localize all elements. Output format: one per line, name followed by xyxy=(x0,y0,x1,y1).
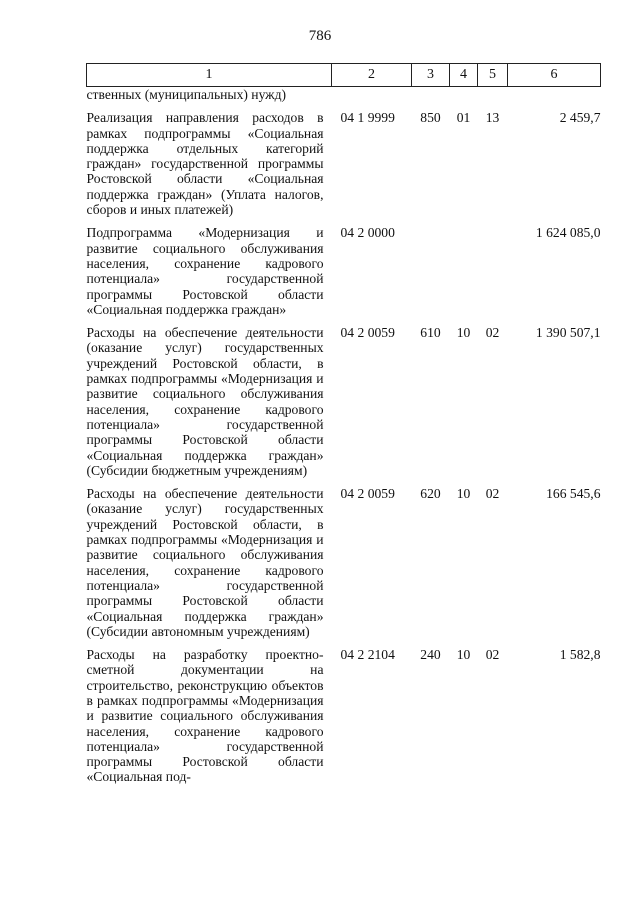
row-rz: 01 xyxy=(456,110,471,126)
row-code: 04 2 0059 xyxy=(340,325,395,341)
row-pr: 02 xyxy=(485,325,500,341)
budget-table xyxy=(86,63,601,785)
header-row xyxy=(87,64,601,87)
table-row xyxy=(87,647,601,785)
column-header: 4 xyxy=(450,64,478,87)
row-sum: 1 582,8 xyxy=(559,647,601,663)
row-vr: 620 xyxy=(420,486,441,502)
row-code: 04 2 0000 xyxy=(340,225,395,241)
table-row xyxy=(87,225,601,317)
row-vr: 240 xyxy=(420,647,441,663)
row-code: 04 2 2104 xyxy=(340,647,395,663)
row-vr xyxy=(412,225,450,317)
row-name: Расходы на разработку проектно-сметной документации на строительство, реконструкцию объектов в рамках подпрограммы «Модернизация и развитие социального обслуживания населения, сохранение кадрового потенциала» государственной программы Ростовской области «Социальная под- xyxy=(86,647,324,785)
column-header: 3 xyxy=(412,64,450,87)
row-name: Расходы на обеспечение деятельности (оказание услуг) государственных учреждений Ростовской области, в рамках подпрограммы «Модернизация и развитие социального обслуживания населения, сохранение кадрового потенциала» государственной программы Ростовской области «Социальная поддержка граждан» (Субсидии автономным учреждениям) xyxy=(86,486,324,639)
row-code: 04 1 9999 xyxy=(340,110,395,126)
column-header: 1 xyxy=(87,64,332,87)
row-name: Расходы на обеспечение деятельности (оказание услуг) государственных учреждений Ростовской области, в рамках подпрограммы «Модернизация и развитие социального обслуживания населения, сохранение кадрового потенциала» государственной программы Ростовской области «Социальная поддержка граждан» (Субсидии бюджетным учреждениям) xyxy=(86,325,324,478)
row-pr: 02 xyxy=(485,647,500,663)
row-code: 04 2 0059 xyxy=(340,486,395,502)
table-row xyxy=(87,325,601,478)
row-vr: 850 xyxy=(420,110,441,126)
row-rz: 10 xyxy=(456,647,471,663)
row-pr xyxy=(478,225,508,317)
continuation-text: ственных (муниципальных) нужд) xyxy=(86,87,287,102)
row-vr: 610 xyxy=(420,325,441,341)
column-header: 5 xyxy=(478,64,508,87)
table-row xyxy=(87,110,601,217)
row-sum: 166 545,6 xyxy=(546,486,601,502)
row-name: Реализация направления расходов в рамках подпрограммы «Социальная поддержка отдельных категорий граждан» государственной программы Ростовской области «Социальная поддержка граждан» (Уплата налогов, сборов и иных платежей) xyxy=(86,110,324,218)
row-sum: 2 459,7 xyxy=(559,110,601,126)
table-row xyxy=(87,486,601,639)
row-pr: 02 xyxy=(485,486,500,502)
column-header: 2 xyxy=(332,64,412,87)
column-header: 6 xyxy=(508,64,601,87)
row-pr: 13 xyxy=(485,110,500,126)
row-rz: 10 xyxy=(456,325,471,341)
row-sum: 1 390 507,1 xyxy=(535,325,601,341)
row-rz xyxy=(450,225,478,317)
continuation-row xyxy=(87,87,601,103)
row-sum: 1 624 085,0 xyxy=(535,225,601,241)
row-name: Подпрограмма «Модернизация и развитие социального обслуживания населения, сохранение кадрового потенциала» государственной программы Ростовской области «Социальная поддержка граждан» xyxy=(86,225,324,317)
row-rz: 10 xyxy=(456,486,471,502)
page-number: 786 xyxy=(308,28,332,44)
